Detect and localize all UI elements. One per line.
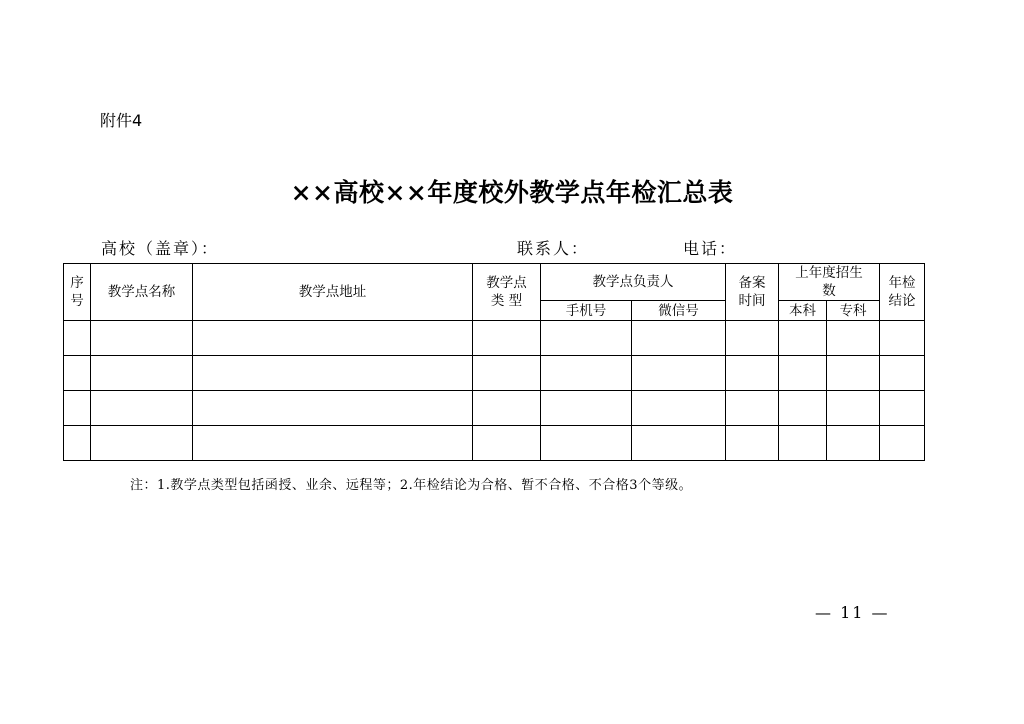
page-number: — 11 — <box>815 603 890 622</box>
table-cell[interactable] <box>473 356 541 391</box>
table-cell[interactable] <box>632 321 726 356</box>
table-header-row <box>64 264 925 301</box>
table-cell[interactable] <box>880 356 925 391</box>
header-undergraduate: 本科 <box>779 301 827 321</box>
table-cell[interactable] <box>64 321 91 356</box>
header-address: 教学点地址 <box>193 264 473 321</box>
table-cell[interactable] <box>541 356 632 391</box>
table-cell[interactable] <box>193 321 473 356</box>
table-cell[interactable] <box>64 426 91 461</box>
header-last-year-enrollment: 上年度招生数 <box>779 264 880 301</box>
table-cell[interactable] <box>827 426 880 461</box>
table-cell[interactable] <box>779 426 827 461</box>
table-cell[interactable] <box>473 391 541 426</box>
table-cell[interactable] <box>632 426 726 461</box>
table-cell[interactable] <box>827 391 880 426</box>
table-cell[interactable] <box>91 321 193 356</box>
table-cell[interactable] <box>726 426 779 461</box>
table-cell[interactable] <box>64 356 91 391</box>
document-title: ××高校××年度校外教学点年检汇总表 <box>290 178 734 207</box>
table-cell[interactable] <box>779 356 827 391</box>
table-footnote: 注：1.教学点类型包括函授、业余、远程等；2.年检结论为合格、暂不合格、不合格3个等级。 <box>130 478 693 493</box>
phone-label: 电话： <box>683 239 738 258</box>
table-row <box>64 426 925 461</box>
table-cell[interactable] <box>726 391 779 426</box>
table-cell[interactable] <box>541 426 632 461</box>
table-cell[interactable] <box>726 356 779 391</box>
header-wechat: 微信号 <box>632 301 726 321</box>
attachment-label: 附件4 <box>100 111 143 130</box>
contact-person-label: 联系人： <box>517 239 590 258</box>
summary-table <box>63 263 925 461</box>
header-junior-college: 专科 <box>827 301 880 321</box>
table-cell[interactable] <box>541 321 632 356</box>
table-cell[interactable] <box>473 426 541 461</box>
header-filing-time: 备案时间 <box>726 264 779 321</box>
table-cell[interactable] <box>193 356 473 391</box>
table-cell[interactable] <box>473 321 541 356</box>
table-cell[interactable] <box>880 426 925 461</box>
table-cell[interactable] <box>726 321 779 356</box>
school-seal-label: 高校（盖章）： <box>101 239 220 258</box>
table-cell[interactable] <box>827 321 880 356</box>
table-cell[interactable] <box>632 391 726 426</box>
table-cell[interactable] <box>64 391 91 426</box>
table-cell[interactable] <box>779 321 827 356</box>
table-cell[interactable] <box>880 391 925 426</box>
table-cell[interactable] <box>880 321 925 356</box>
table-cell[interactable] <box>827 356 880 391</box>
table-cell[interactable] <box>193 426 473 461</box>
header-conclusion: 年检结论 <box>880 264 925 321</box>
table-cell[interactable] <box>193 391 473 426</box>
table-row <box>64 321 925 356</box>
header-type: 教学点类 型 <box>473 264 541 321</box>
table-cell[interactable] <box>91 391 193 426</box>
table-row <box>64 391 925 426</box>
table-cell[interactable] <box>779 391 827 426</box>
table-cell[interactable] <box>632 356 726 391</box>
header-mobile: 手机号 <box>541 301 632 321</box>
table-row <box>64 356 925 391</box>
header-seq: 序号 <box>64 264 91 321</box>
header-name: 教学点名称 <box>91 264 193 321</box>
table-cell[interactable] <box>541 391 632 426</box>
table-cell[interactable] <box>91 426 193 461</box>
table-cell[interactable] <box>91 356 193 391</box>
header-person-in-charge: 教学点负责人 <box>541 264 726 301</box>
